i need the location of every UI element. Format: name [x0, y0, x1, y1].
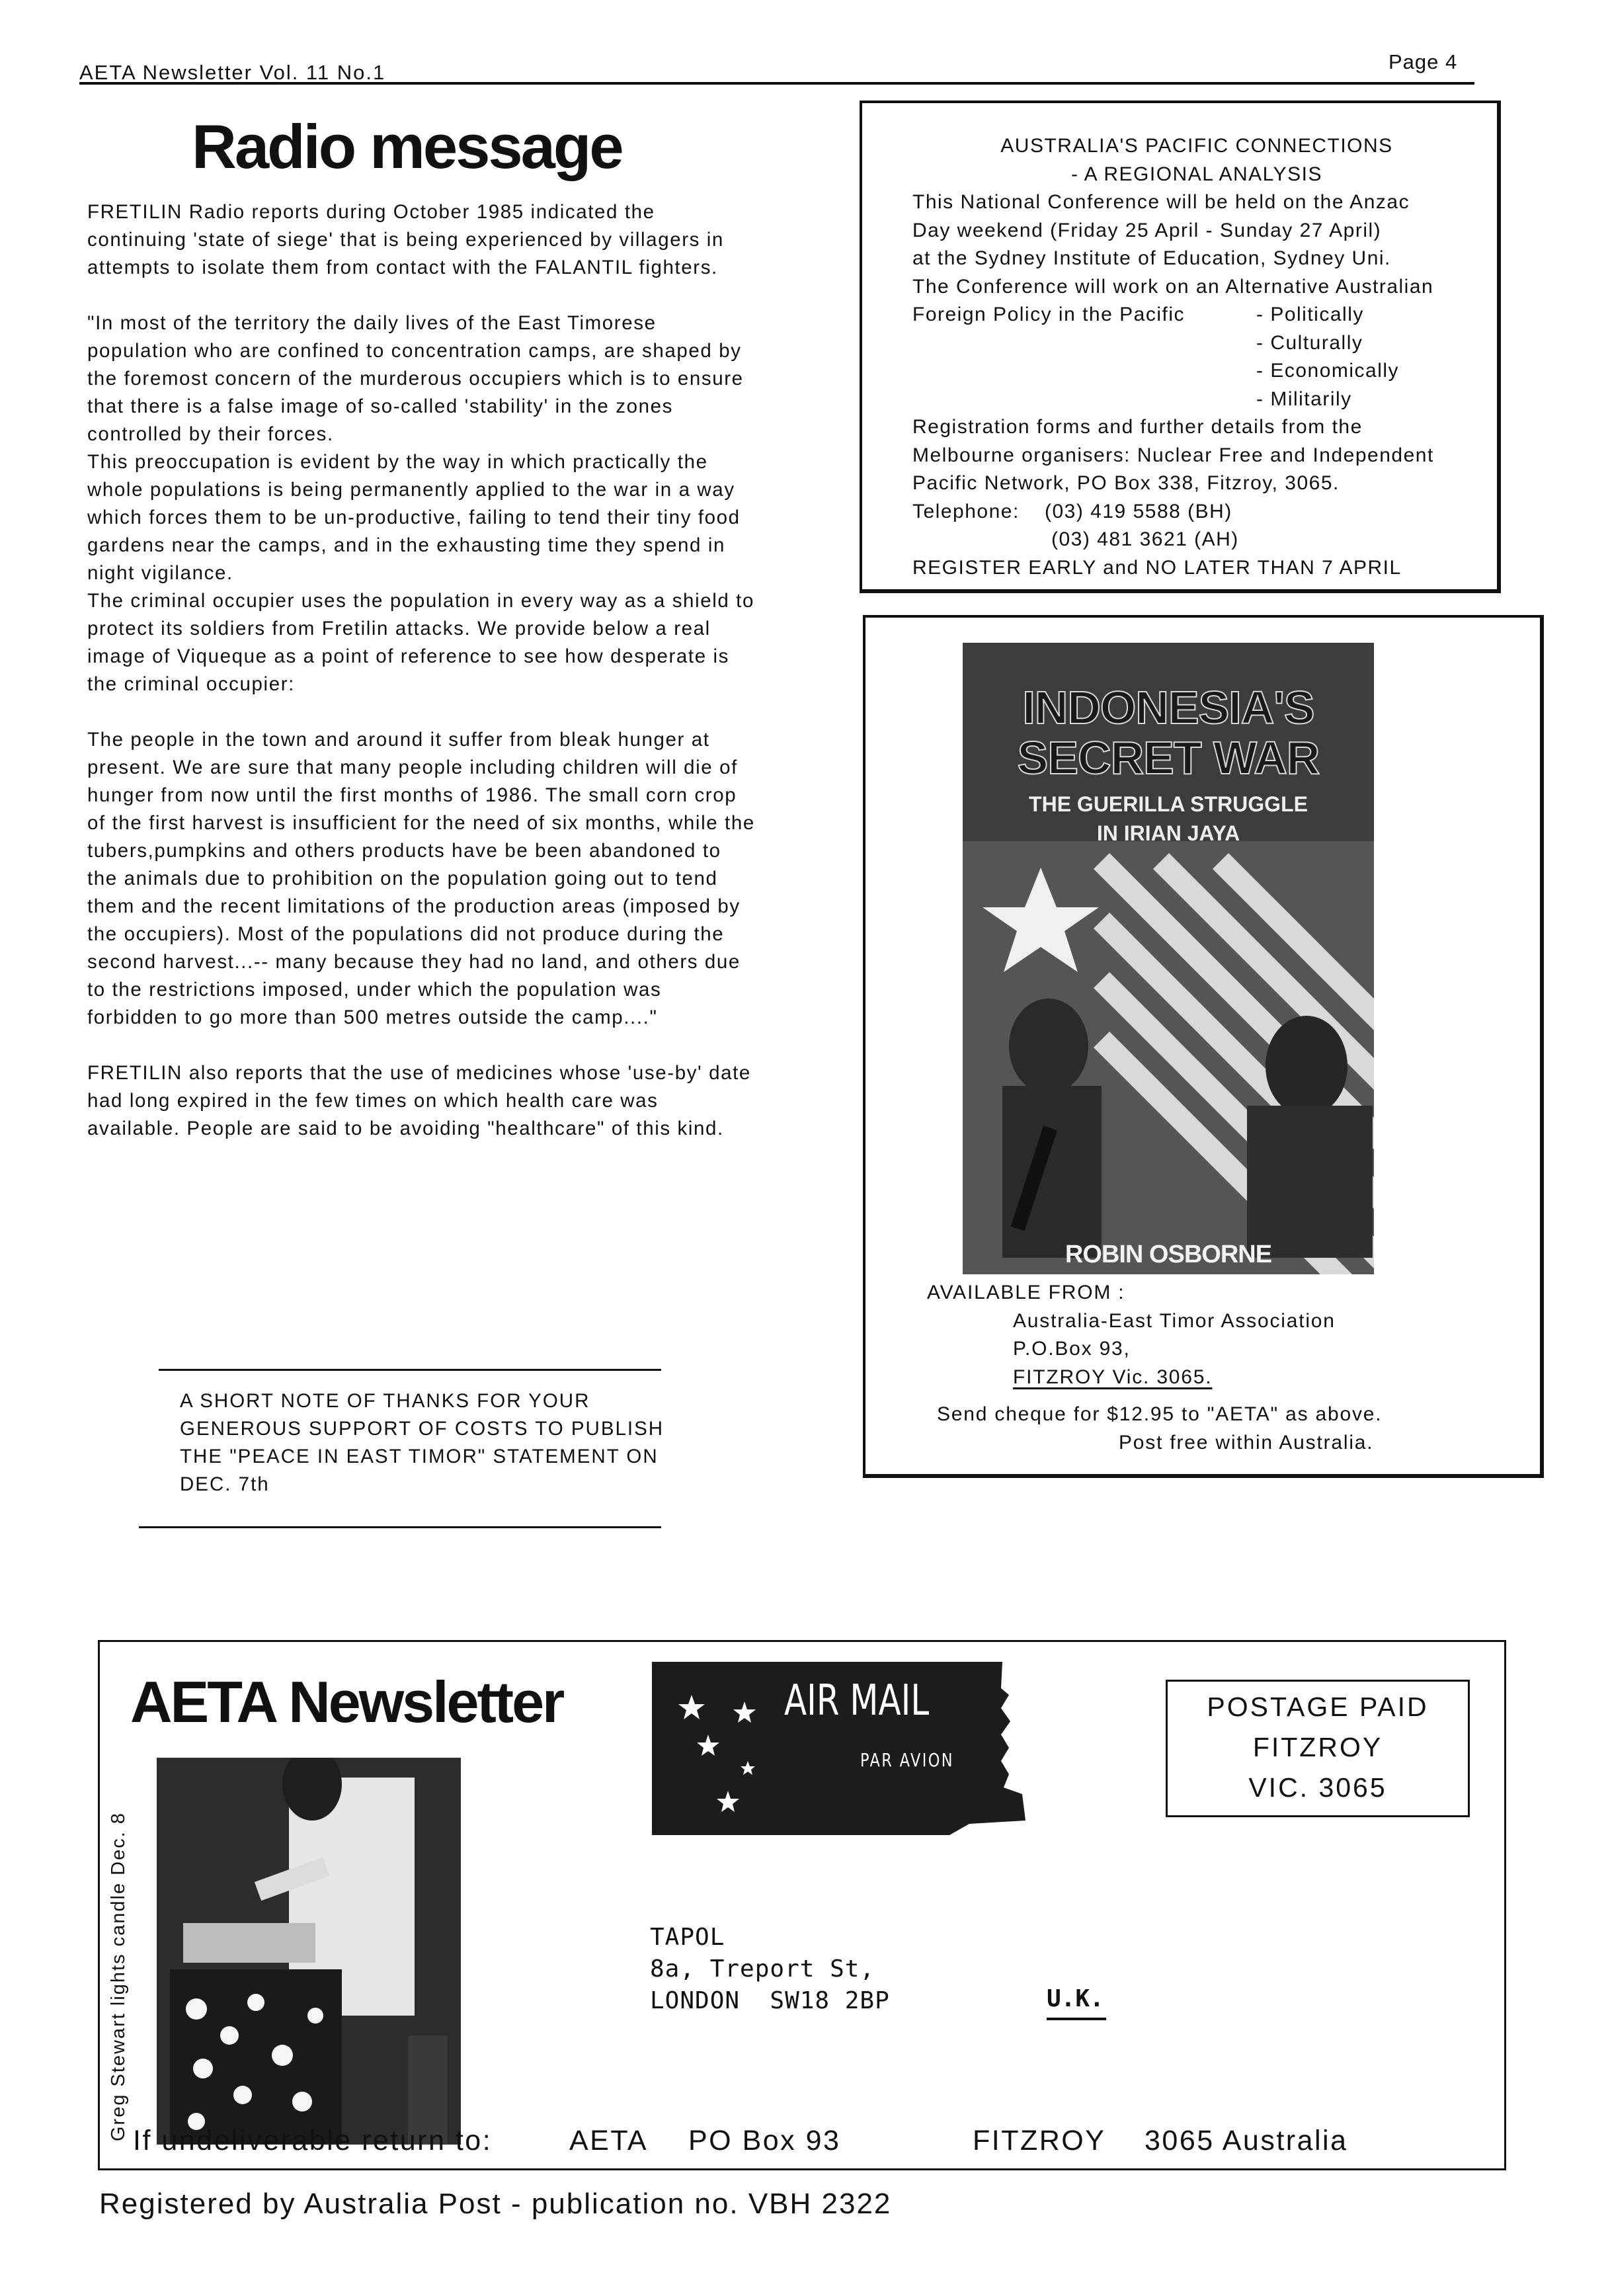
book-cover-author: ROBIN OSBORNE [1065, 1241, 1272, 1268]
conference-line: Day weekend (Friday 25 April - Sunday 27 April) [912, 219, 1382, 241]
thanks-note: A SHORT NOTE OF THANKS FOR YOUR GENEROUS SUPPORT OF COSTS TO PUBLISH THE "PEACE IN EAST TIMOR" STATEMENT ON DEC. 7th [180, 1390, 664, 1495]
newsletter-header: AETA Newsletter Vol. 11 No.1 [79, 61, 386, 84]
registration-deadline: REGISTER EARLY and NO LATER THAN 7 APRIL [912, 556, 1402, 579]
envelope-title: AETA Newsletter [130, 1669, 563, 1735]
article-paragraph: "In most of the territory the daily lives of the East Timorese population who are confined to concentration camps, are shaped by the foremost concern of the murderous occupiers which is to ensure that there is a false image of so-called 'stability' in the zones controlled by their forces. [87, 312, 744, 445]
conference-line: at the Sydney Institute of Education, Sydney Uni. [912, 247, 1391, 269]
return-label: If undeliverable return to: [133, 2125, 493, 2156]
phone-label: Telephone: [912, 500, 1020, 522]
book-advert-box [863, 615, 1544, 1478]
address-line: LONDON SW18 2BP [650, 1987, 890, 2014]
article-title: Radio message [192, 112, 622, 181]
conference-line: Pacific Network, PO Box 338, Fitzroy, 3065. [912, 472, 1340, 494]
book-address-line: P.O.Box 93, [1013, 1338, 1131, 1360]
article-paragraph: The criminal occupier uses the population in every way as a shield to protect its soldiers from Fretilin attacks. We provide below a real image of Viqueque as a point of reference to see how desperate is the criminal occupier: [87, 590, 754, 695]
book-cover-title [963, 682, 1374, 783]
note-bottom-rule [139, 1526, 661, 1528]
airmail-label [652, 1662, 1025, 1835]
cover-title-line: SECRET WAR [1017, 732, 1320, 784]
page-number: Page 4 [1388, 50, 1458, 73]
recipient-country: U.K. [1047, 1985, 1104, 2012]
book-order-info [927, 1279, 1382, 1457]
return-suburb: FITZROY [973, 2125, 1106, 2156]
airmail-text: AIR MAIL [784, 1676, 930, 1725]
address-line: TAPOL [650, 1924, 725, 1951]
par-avion-text: PAR AVION [860, 1749, 954, 1771]
mailing-panel [98, 1640, 1506, 2170]
phone-number: (03) 481 3621 (AH) [1051, 528, 1239, 550]
recipient-address [650, 1922, 890, 2017]
return-box: PO Box 93 [688, 2125, 841, 2156]
article-body [87, 198, 755, 1170]
conference-title: AUSTRALIA'S PACIFIC CONNECTIONS [1000, 135, 1393, 157]
aspect-item: - Militarily [1256, 388, 1352, 410]
book-cover-subtitle [963, 790, 1374, 848]
aspect-item: - Politically [1256, 304, 1364, 325]
return-postcode: 3065 Australia [1145, 2125, 1348, 2156]
book-cover [963, 643, 1374, 1274]
article-paragraph: This preoccupation is evident by the way in which practically the whole populations is being permanently applied to the war in a way which forces them to be un-productive, failing to tend their tiny food gardens near the camps, and in the exhausting time they spend in night vigilance. [87, 451, 741, 584]
return-org: AETA [569, 2125, 649, 2156]
address-line: 8a, Treport St, [650, 1955, 875, 1983]
candle-photo [157, 1758, 461, 2145]
article-paragraph: FRETILIN also reports that the use of medicines whose 'use-by' date had long expired in the few times on which health care was available. People are said to be avoiding "healthcare" of this kind. [87, 1062, 751, 1139]
book-address-line: FITZROY Vic. 3065. [1013, 1366, 1213, 1388]
conference-line: Melbourne organisers: Nuclear Free and Independent [912, 444, 1434, 466]
cover-subtitle-line: THE GUERILLA STRUGGLE [1029, 792, 1308, 816]
cover-title-line: INDONESIA'S [1022, 682, 1314, 733]
header-divider [79, 82, 1474, 85]
conference-line: This National Conference will be held on the Anzac [912, 191, 1410, 213]
registration-notice: Registered by Australia Post - publication no. VBH 2322 [99, 2188, 892, 2220]
country-underline [1047, 2018, 1106, 2020]
postage-line: VIC. 3065 [1248, 1772, 1387, 1803]
phone-number: (03) 419 5588 (BH) [1045, 500, 1232, 522]
conference-line: Foreign Policy in the Pacific [912, 304, 1185, 325]
book-price: Send cheque for $12.95 to "AETA" as above. [937, 1403, 1383, 1425]
article-paragraph: The people in the town and around it suffer from bleak hunger at present. We are sure that many people including children will die of hunger from now until the first months of 1986. The small corn crop of the first harvest is insufficient for the need of six months, while the tubers,pumpkins and others products have be been abandoned to the animals due to prohibition on the population going out to tend them and the recent limitations of the production areas (imposed by the occupiers). Most of the populations did not produce during the second harvest...-- many because they had no land, and others due to the restrictions imposed, under which the population was forbidden to go more than 500 metres outside the camp...." [87, 729, 755, 1028]
return-address [133, 2125, 1502, 2157]
book-postage-note: Post free within Australia. [1119, 1431, 1374, 1454]
photo-caption: Greg Stewart lights candle Dec. 8 [108, 1812, 129, 2141]
article-paragraph: FRETILIN Radio reports during October 1985 indicated the continuing 'state of siege' that is being experienced by villagers in attempts to isolate them from contact with the FALANTIL fighters. [87, 201, 724, 278]
conference-line: Registration forms and further details from the [912, 416, 1363, 438]
conference-box [860, 101, 1501, 593]
postage-paid-stamp [1166, 1680, 1470, 1817]
aspect-item: - Culturally [1256, 331, 1363, 354]
candle-photo-image [157, 1758, 461, 2145]
conference-line: The Conference will work on an Alternative Australian [912, 275, 1434, 298]
conference-subtitle: - A REGIONAL ANALYSIS [1071, 163, 1322, 185]
cover-subtitle-line: IN IRIAN JAYA [1096, 821, 1240, 845]
available-from: AVAILABLE FROM : [927, 1282, 1125, 1303]
book-address-line: Australia-East Timor Association [1013, 1309, 1336, 1332]
postage-line: FITZROY [1252, 1732, 1383, 1762]
postage-line: POSTAGE PAID [1207, 1692, 1429, 1722]
aspect-item: - Economically [1256, 360, 1400, 382]
note-top-rule [159, 1369, 661, 1371]
